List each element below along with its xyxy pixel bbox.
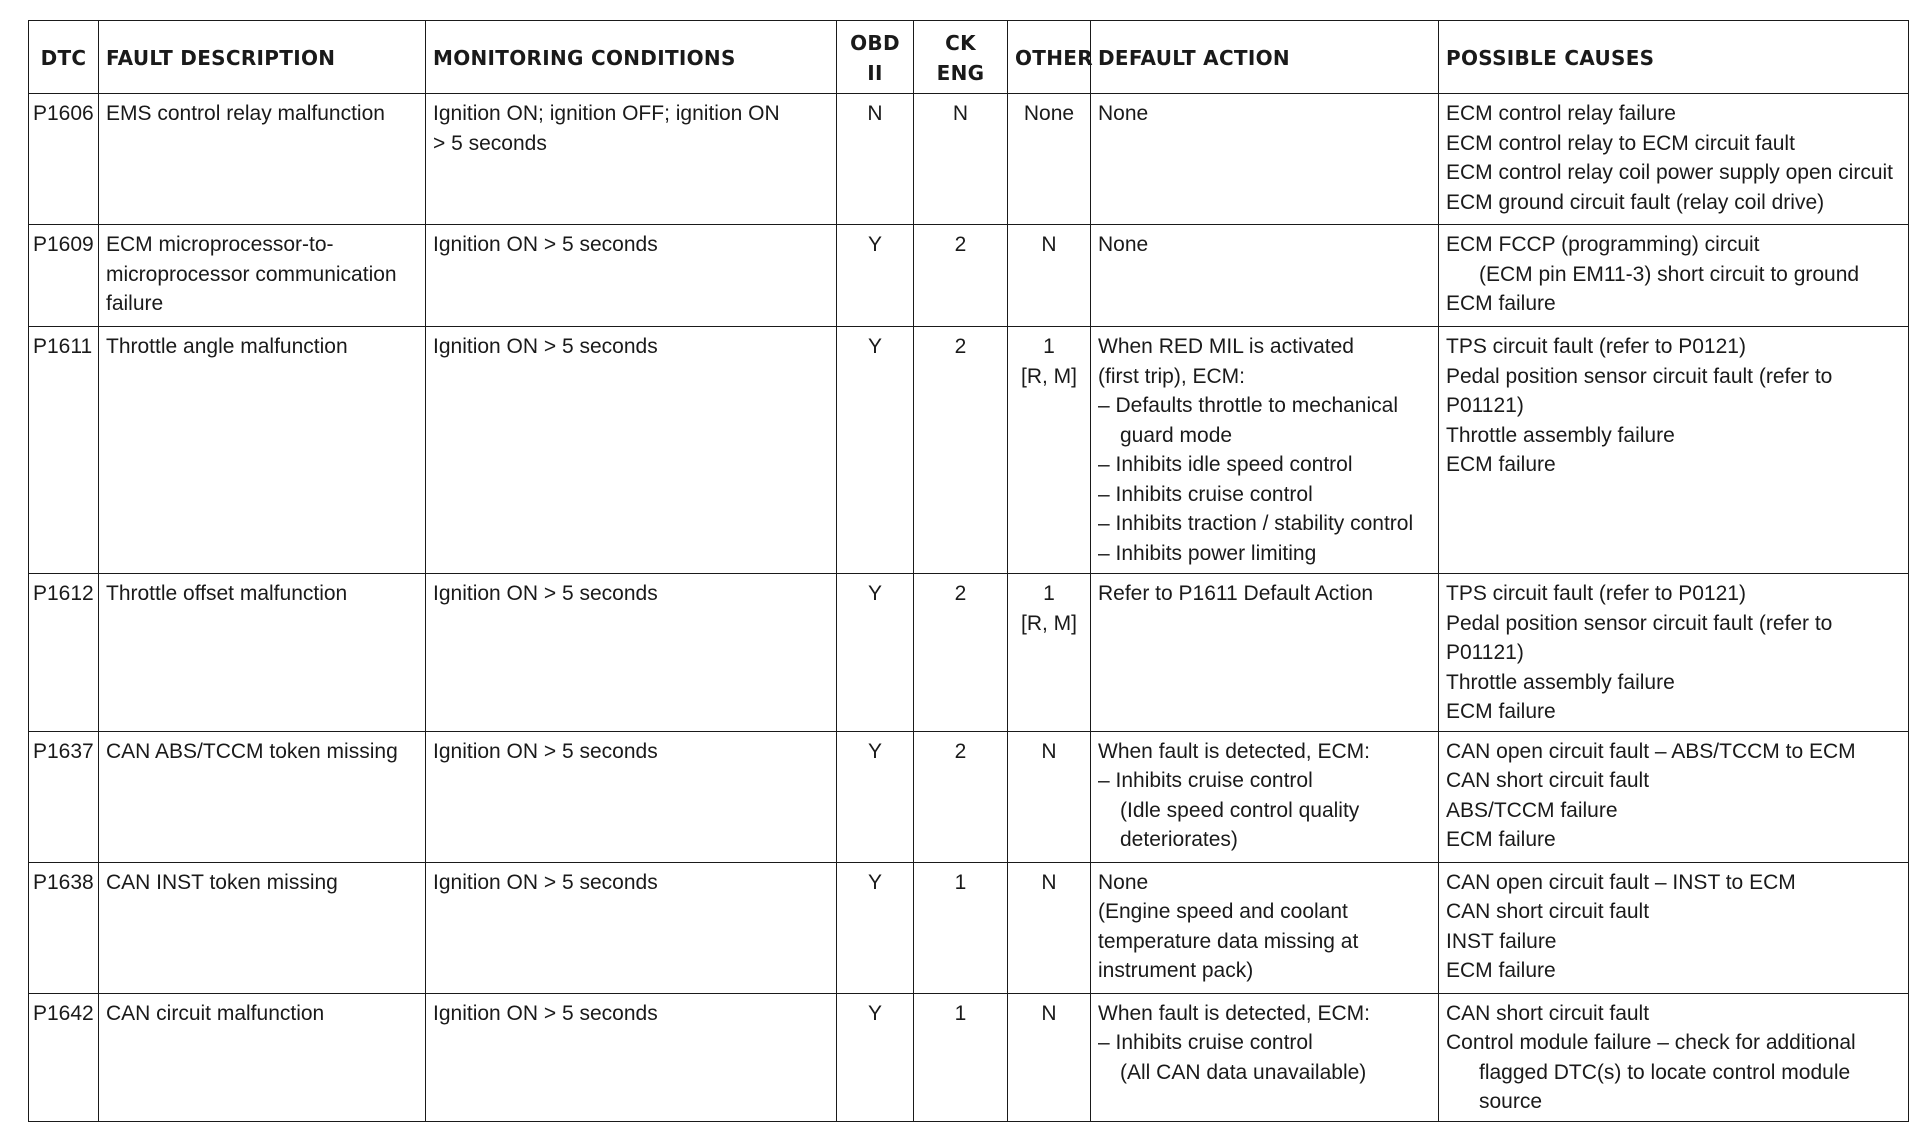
header-other: OTHER — [1008, 21, 1091, 94]
ck-eng-cell: 2 — [914, 225, 1008, 327]
cell-line: When fault is detected, ECM: — [1098, 739, 1370, 763]
header-ck-eng: CK ENG — [914, 21, 1008, 94]
ck-eng-cell: 2 — [914, 574, 1008, 732]
cell-line: N — [1041, 233, 1057, 256]
table-row — [29, 862, 1909, 993]
cause-line: CAN open circuit fault – ABS/TCCM to ECM — [1446, 739, 1856, 763]
default-action-cell — [1091, 327, 1439, 574]
cell-line: N — [1041, 870, 1057, 894]
monitoring-conditions-cell — [426, 731, 837, 862]
fault-description-cell: CAN ABS/TCCM token missing — [99, 731, 426, 862]
monitoring-conditions-cell — [426, 327, 837, 574]
cause-line: INST failure — [1446, 929, 1557, 953]
table-body — [29, 94, 1909, 1122]
monitoring-conditions-cell — [426, 94, 837, 225]
cause-line: ECM failure — [1446, 700, 1556, 723]
dtc-code-cell: P1638 — [29, 862, 99, 993]
action-note: deteriorates) — [1120, 828, 1238, 851]
cell-line: instrument pack) — [1098, 959, 1254, 982]
obd-ii-cell: Y — [837, 225, 914, 327]
cell-line: Refer to P1611 Default Action — [1098, 582, 1374, 605]
other-cell — [1008, 94, 1091, 225]
cause-line: ECM FCCP (programming) circuit — [1446, 233, 1760, 256]
cell-line: temperature data missing at — [1098, 929, 1359, 953]
cell-line: (first trip), ECM: — [1098, 364, 1245, 388]
cell-line: Ignition ON > 5 seconds — [433, 582, 658, 605]
possible-causes-cell — [1439, 225, 1909, 327]
cause-line: CAN short circuit fault — [1446, 1001, 1650, 1025]
possible-causes-cell — [1439, 731, 1909, 862]
obd-ii-cell: Y — [837, 327, 914, 574]
other-cell — [1008, 862, 1091, 993]
fault-description-cell: CAN INST token missing — [99, 862, 426, 993]
cause-line: ECM control relay coil power supply open circuit — [1446, 161, 1894, 184]
table-row — [29, 225, 1909, 327]
header-fault-description: FAULT DESCRIPTION — [99, 21, 426, 94]
cell-line: [R, M] — [1021, 364, 1077, 388]
cell-line: Ignition ON > 5 seconds — [433, 739, 658, 763]
default-action-cell — [1091, 574, 1439, 732]
default-action-cell — [1091, 94, 1439, 225]
ck-eng-cell: 2 — [914, 327, 1008, 574]
header-possible-causes: POSSIBLE CAUSES — [1439, 21, 1909, 94]
other-cell — [1008, 574, 1091, 732]
possible-causes-cell — [1439, 574, 1909, 732]
cause-line: ECM failure — [1446, 453, 1556, 476]
action-bullet: – Inhibits idle speed control — [1098, 453, 1353, 476]
other-cell — [1008, 993, 1091, 1121]
default-action-cell — [1091, 731, 1439, 862]
monitoring-conditions-cell — [426, 574, 837, 732]
cell-line: When fault is detected, ECM: — [1098, 1001, 1370, 1025]
fault-description-cell: ECM microprocessor-to-microprocessor communication failure — [99, 225, 426, 327]
cause-line: ECM control relay to ECM circuit fault — [1446, 131, 1795, 155]
monitoring-conditions-cell — [426, 993, 837, 1121]
cause-line: ECM failure — [1446, 828, 1556, 851]
cell-line: [R, M] — [1021, 611, 1077, 635]
action-bullet: – Defaults throttle to mechanical guard mode — [1098, 394, 1398, 447]
cause-line: ABS/TCCM failure — [1446, 798, 1618, 822]
obd-ii-cell: Y — [837, 993, 914, 1121]
cell-line: Ignition ON > 5 seconds — [433, 870, 658, 894]
cell-line: N — [1041, 1001, 1057, 1025]
cell-line: None — [1098, 102, 1149, 125]
action-bullet: – Inhibits cruise control — [1098, 1031, 1313, 1054]
cause-line: (ECM pin EM11-3) short circuit to ground — [1479, 262, 1860, 286]
header-obd-ii: OBD II — [837, 21, 914, 94]
cause-line: Pedal position sensor circuit fault (refer to P01121) — [1446, 611, 1833, 664]
action-note: (Idle speed control quality — [1120, 798, 1360, 822]
cell-line: N — [1041, 739, 1057, 763]
dtc-code-cell: P1642 — [29, 993, 99, 1121]
cell-line: When RED MIL is activated — [1098, 335, 1354, 358]
table-row — [29, 94, 1909, 225]
action-bullet: – Inhibits cruise control — [1098, 769, 1313, 792]
dtc-table — [28, 20, 1909, 1122]
cell-line: 1 — [1043, 335, 1055, 358]
possible-causes-cell — [1439, 327, 1909, 574]
dtc-code-cell: P1611 — [29, 327, 99, 574]
default-action-cell — [1091, 225, 1439, 327]
cause-line: Throttle assembly failure — [1446, 423, 1675, 447]
cell-line: Ignition ON > 5 seconds — [433, 233, 658, 256]
cause-line: CAN open circuit fault – INST to ECM — [1446, 870, 1796, 894]
ck-eng-cell: 1 — [914, 993, 1008, 1121]
action-bullet: – Inhibits cruise control — [1098, 482, 1313, 506]
default-action-cell — [1091, 993, 1439, 1121]
cell-line: None — [1023, 102, 1075, 125]
cell-line: 1 — [1043, 582, 1055, 605]
default-action-cell — [1091, 862, 1439, 993]
ck-eng-cell: 2 — [914, 731, 1008, 862]
cause-line: Control module failure – check for additional — [1446, 1031, 1856, 1054]
cause-line: TPS circuit fault (refer to P0121) — [1446, 335, 1746, 358]
obd-ii-cell: Y — [837, 731, 914, 862]
cell-line: > 5 seconds — [433, 131, 547, 155]
possible-causes-cell — [1439, 94, 1909, 225]
obd-ii-cell: Y — [837, 862, 914, 993]
cell-line: None — [1098, 233, 1149, 256]
dtc-code-cell: P1612 — [29, 574, 99, 732]
cause-line: CAN short circuit fault — [1446, 769, 1650, 792]
fault-description-cell: Throttle angle malfunction — [99, 327, 426, 574]
obd-ii-cell: N — [837, 94, 914, 225]
cause-line: ECM failure — [1446, 292, 1556, 315]
table-row — [29, 574, 1909, 732]
cell-line: None — [1098, 870, 1149, 894]
table-row — [29, 993, 1909, 1121]
action-note: (All CAN data unavailable) — [1120, 1060, 1367, 1084]
dtc-code-cell: P1637 — [29, 731, 99, 862]
dtc-code-cell: P1609 — [29, 225, 99, 327]
action-bullet: – Inhibits traction / stability control — [1098, 512, 1414, 535]
cause-line: Pedal position sensor circuit fault (refer to P01121) — [1446, 364, 1833, 417]
possible-causes-cell — [1439, 993, 1909, 1121]
cause-line: ECM control relay failure — [1446, 102, 1676, 125]
ck-eng-cell: 1 — [914, 862, 1008, 993]
cause-line: CAN short circuit fault — [1446, 900, 1650, 923]
header-dtc: DTC — [29, 21, 99, 94]
obd-ii-cell: Y — [837, 574, 914, 732]
other-cell — [1008, 731, 1091, 862]
cause-line: Throttle assembly failure — [1446, 670, 1675, 694]
cell-line: Ignition ON > 5 seconds — [433, 1001, 658, 1025]
header-monitoring-conditions: MONITORING CONDITIONS — [426, 21, 837, 94]
cause-line: ECM failure — [1446, 959, 1556, 982]
action-bullet: – Inhibits power limiting — [1098, 541, 1317, 565]
cell-line: (Engine speed and coolant — [1098, 900, 1348, 923]
header-default-action: DEFAULT ACTION — [1091, 21, 1439, 94]
table-row — [29, 731, 1909, 862]
fault-description-cell: EMS control relay malfunction — [99, 94, 426, 225]
dtc-code-cell: P1606 — [29, 94, 99, 225]
cause-line: TPS circuit fault (refer to P0121) — [1446, 582, 1746, 605]
fault-description-cell: CAN circuit malfunction — [99, 993, 426, 1121]
monitoring-conditions-cell — [426, 225, 837, 327]
header-row — [29, 21, 1909, 94]
cell-line: Ignition ON > 5 seconds — [433, 335, 658, 358]
cell-line: Ignition ON; ignition OFF; ignition ON — [433, 102, 780, 125]
cause-line: ECM ground circuit fault (relay coil drive) — [1446, 190, 1825, 214]
monitoring-conditions-cell — [426, 862, 837, 993]
possible-causes-cell — [1439, 862, 1909, 993]
fault-description-cell: Throttle offset malfunction — [99, 574, 426, 732]
ck-eng-cell: N — [914, 94, 1008, 225]
other-cell — [1008, 225, 1091, 327]
table-row — [29, 327, 1909, 574]
cause-line: flagged DTC(s) to locate control module source — [1479, 1060, 1851, 1113]
other-cell — [1008, 327, 1091, 574]
